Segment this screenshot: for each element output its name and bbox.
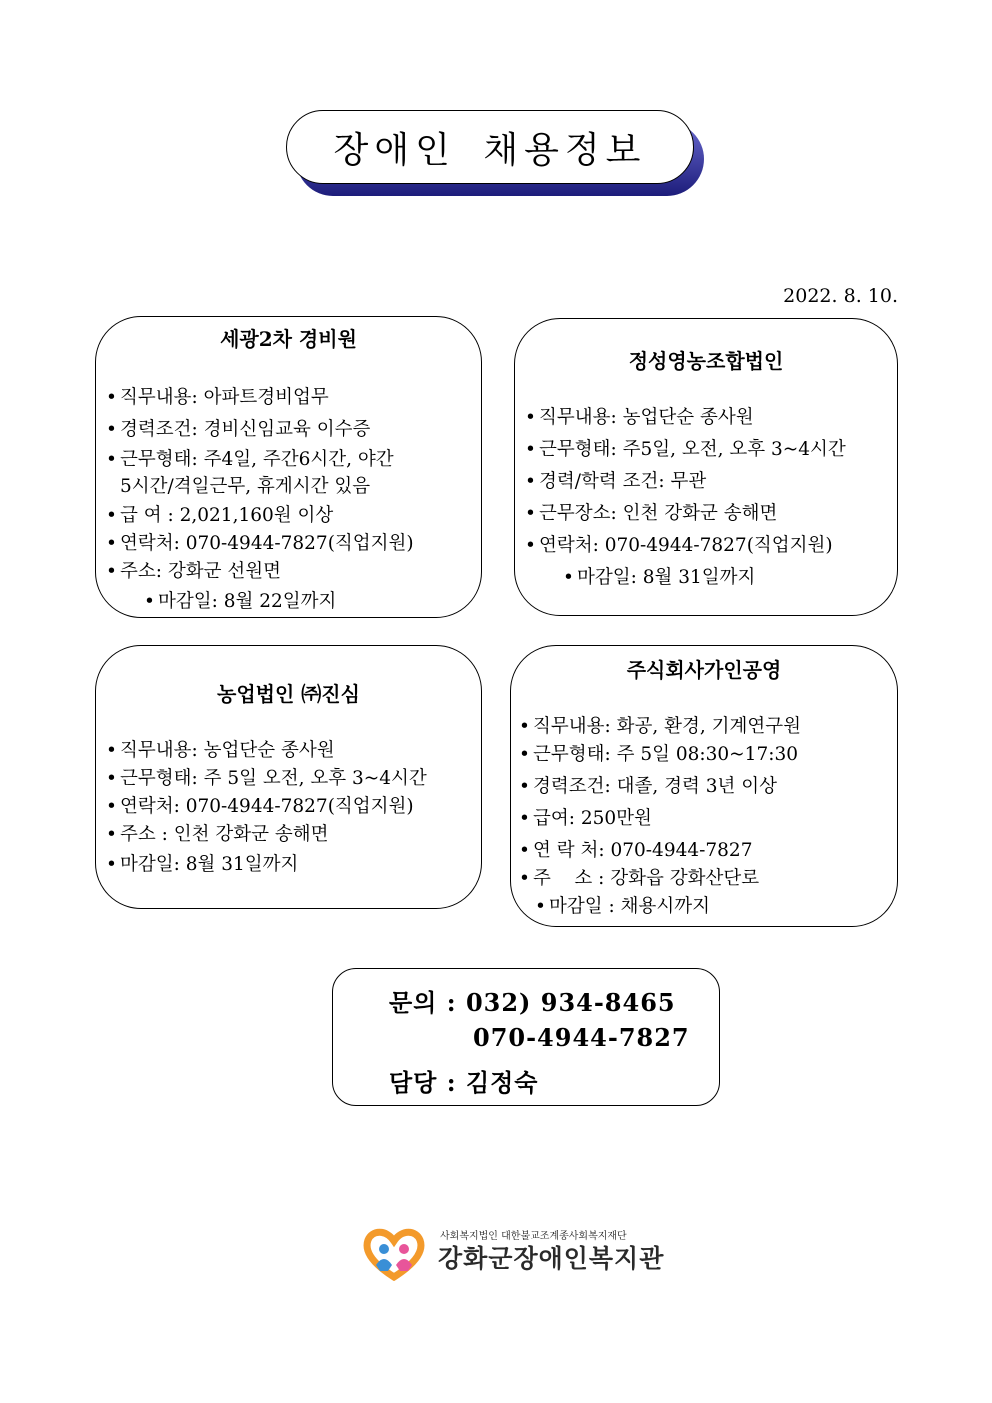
list-item: • 근무장소: 인천 강화군 송해면 bbox=[525, 503, 778, 524]
list-item: • 근무형태: 주 5일 오전, 오후 3~4시간 bbox=[106, 768, 427, 789]
deadline-item: • 마감일: 8월 31일까지 bbox=[563, 567, 756, 588]
card-title: 정성영농조합법인 bbox=[628, 349, 784, 373]
list-item: • 직무내용: 농업단순 종사원 bbox=[106, 740, 335, 761]
list-item: • 급여: 250만원 bbox=[519, 808, 652, 829]
heart-people-icon bbox=[362, 1225, 426, 1281]
contact-phone-2: 070-4944-7827 bbox=[473, 1023, 690, 1052]
document-date: 2022. 8. 10. bbox=[783, 285, 898, 307]
job-card-jinsim bbox=[95, 645, 482, 909]
list-item: • 주 소 : 강화읍 강화산단로 bbox=[519, 868, 760, 889]
job-card-sekwang bbox=[95, 316, 482, 618]
title-banner bbox=[286, 110, 706, 200]
list-item: • 마감일: 8월 31일까지 bbox=[106, 854, 299, 875]
list-item: • 근무형태: 주 5일 08:30~17:30 bbox=[519, 744, 799, 765]
list-item: • 직무내용: 농업단순 종사원 bbox=[525, 407, 754, 428]
list-item: • 경력/학력 조건: 무관 bbox=[525, 471, 707, 492]
list-item: • 직무내용: 아파트경비업무 bbox=[106, 387, 329, 408]
list-item: • 경력조건: 대졸, 경력 3년 이상 bbox=[519, 776, 777, 797]
contact-person: 담당 : 김정숙 bbox=[389, 1068, 539, 1097]
list-item: • 연 락 처: 070-4944-7827 bbox=[519, 840, 753, 861]
page-title: 장애인 채용정보 bbox=[286, 110, 694, 184]
card-title: 농업법인 ㈜진심 bbox=[217, 682, 360, 706]
contact-phone-1: 문의 : 032) 934-8465 bbox=[389, 988, 676, 1017]
list-item: • 연락처: 070-4944-7827(직업지원) bbox=[106, 533, 414, 554]
list-item: • 급 여 : 2,021,160원 이상 bbox=[106, 505, 334, 526]
contact-box bbox=[332, 968, 720, 1106]
list-item: • 주소: 강화군 선원면 bbox=[106, 561, 281, 582]
deadline-item: • 마감일: 8월 22일까지 bbox=[144, 591, 337, 612]
logo-subtitle: 사회복지법인 대한불교조계종사회복지재단 bbox=[440, 1231, 627, 1242]
list-item: • 연락처: 070-4944-7827(직업지원) bbox=[525, 535, 833, 556]
list-item: • 근무형태: 주5일, 오전, 오후 3~4시간 bbox=[525, 439, 846, 460]
job-card-jeongseong bbox=[514, 318, 898, 616]
list-item: • 연락처: 070-4944-7827(직업지원) bbox=[106, 796, 414, 817]
list-item: • 근무형태: 주4일, 주간6시간, 야간 bbox=[106, 449, 394, 470]
list-item-continued: 5시간/격일근무, 휴게시간 있음 bbox=[120, 476, 371, 497]
list-item: • 경력조건: 경비신임교육 이수증 bbox=[106, 419, 371, 440]
organization-logo bbox=[362, 1225, 682, 1285]
deadline-item: • 마감일 : 채용시까지 bbox=[535, 896, 710, 917]
list-item: • 주소 : 인천 강화군 송해면 bbox=[106, 824, 329, 845]
card-title: 주식회사가인공영 bbox=[626, 658, 782, 682]
job-card-gain bbox=[510, 645, 898, 927]
logo-title: 강화군장애인복지관 bbox=[438, 1244, 665, 1273]
card-title: 세광2차 경비원 bbox=[220, 327, 357, 351]
list-item: • 직무내용: 화공, 환경, 기계연구원 bbox=[519, 716, 801, 737]
